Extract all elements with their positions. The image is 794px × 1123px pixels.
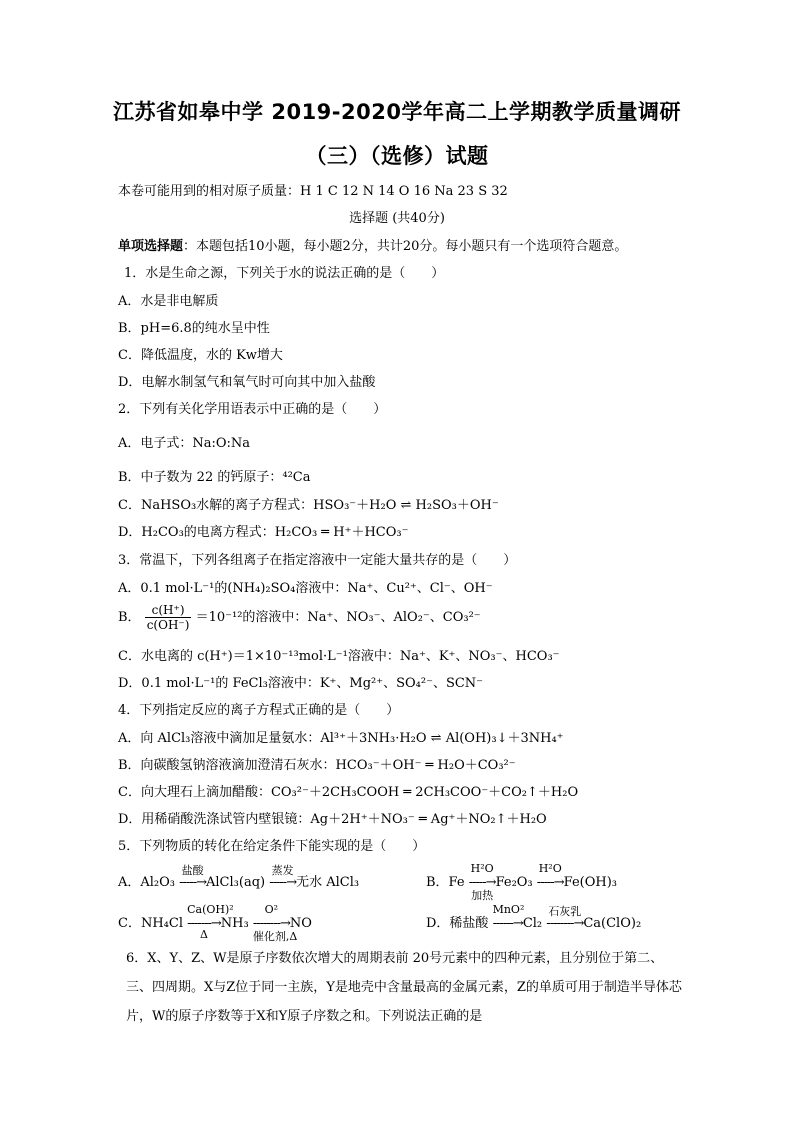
reaction-arrow: H²O -----→ — [536, 862, 564, 890]
q2-option-a — [118, 432, 250, 451]
q4-option-c: C．向大理石上滴加醋酸：CO₃²⁻＋2CH₃COOH ═ 2CH₃COO⁻＋CO₂↑＋H₂O — [118, 785, 579, 800]
q5-option-a — [118, 864, 360, 890]
arrow-condition: 石灰乳 — [548, 905, 582, 918]
atomic-mass-note: 本卷可能用到的相对原子质量：H 1 C 12 N 14 O 16 Na 23 S 32 — [118, 184, 508, 199]
q5-a-end: 无水 AlCl₃ — [296, 875, 360, 890]
q1-option-d: D．电解水制氢气和氧气时可向其中加入盐酸 — [118, 375, 376, 390]
arrow-condition-below: 加热 — [471, 889, 494, 902]
q5-d-middle: Cl₂ — [522, 916, 543, 931]
q5-option-c — [118, 903, 312, 943]
q2-a-prefix: A．电子式： — [118, 436, 193, 451]
arrow-condition: 盐酸 — [181, 864, 204, 877]
reaction-arrow: 蒸发 -----→ — [269, 864, 297, 890]
q4-option-b: B．向碳酸氢钠溶液滴加澄清石灰水：HCO₃⁻＋OH⁻ ═ H₂O＋CO₃²⁻ — [118, 758, 516, 773]
q1-option-b: B．pH=6.8的纯水呈中性 — [118, 321, 270, 336]
exam-title-line2: （三）（选修）试题 — [305, 144, 489, 168]
q5-b-end: Fe(OH)₃ — [563, 875, 618, 890]
q5-c-end: NO — [289, 916, 312, 931]
q2-option-c: C．NaHSO₃水解的离子方程式：HSO₃⁻＋H₂O ⇌ H₂SO₃＋OH⁻ — [118, 498, 499, 513]
arrow-condition: H²O — [470, 862, 494, 875]
arrow-condition: O² — [264, 903, 279, 916]
q5-c-start: C．NH₄Cl — [118, 916, 183, 931]
section-title: 选择题 (共40分) — [349, 211, 445, 226]
arrow-condition-below: Δ — [199, 928, 208, 941]
q5-d-end: Ca(ClO)₂ — [583, 916, 642, 931]
q5-a-middle: AlCl₃(aq) — [206, 875, 266, 890]
arrow-condition: Ca(OH)² — [187, 903, 234, 916]
fraction-denominator: c(OH⁻) — [146, 618, 190, 632]
q3-b-rest: ＝10⁻¹²的溶液中：Na⁺、NO₃⁻、AlO₂⁻、CO₃²⁻ — [195, 610, 481, 625]
reaction-arrow: H²O 加热 -----→ — [468, 862, 496, 902]
q5-a-start: A．Al₂O₃ — [118, 875, 176, 890]
ion-ratio-fraction — [145, 603, 192, 632]
q3-b-prefix: B． — [118, 610, 141, 625]
q1-stem: 1．水是生命之源，下列关于水的说法正确的是（ ） — [124, 266, 445, 281]
arrow-condition: 蒸发 — [271, 864, 294, 877]
q6-stem: 6．X、Y、Z、W是原子序数依次增大的周期表前 20号元素中的四种元素，且分别位于第二、三、四周期。X与Z位于同一主族，Y是地壳中含量最高的金属元素，Z的单质可用于制造半导体芯片，W的原子序数等于X和Y原子序数之和。下列说法正确的是 — [126, 951, 682, 1024]
q3-option-d: D．0.1 mol·L⁻¹的 FeCl₃溶液中：K⁺、Mg²⁺、SO₄²⁻、SCN⁻ — [118, 676, 484, 691]
q5-option-d — [426, 903, 642, 931]
q1-option-c: C．降低温度，水的 Kw增大 — [118, 348, 283, 363]
q3-stem: 3．常温下，下列各组离子在指定溶液中一定能大量共存的是（ ） — [118, 553, 517, 568]
section-label: 单项选择题 — [118, 239, 184, 254]
q1-option-a: A．水是非电解质 — [118, 294, 219, 309]
q5-stem: 5．下列物质的转化在给定条件下能实现的是（ ） — [118, 839, 426, 854]
q2-stem: 2．下列有关化学用语表示中正确的是（ ） — [118, 402, 387, 417]
q3-option-b — [118, 603, 481, 632]
arrow-condition-below: 催化剂,Δ — [252, 930, 298, 943]
q3-option-c: C．水电离的 c(H⁺)＝1×10⁻¹³mol·L⁻¹溶液中：Na⁺、K⁺、NO₃⁻、HCO₃⁻ — [118, 649, 560, 664]
fraction-numerator: c(H⁺) — [145, 603, 192, 618]
reaction-arrow: 石灰乳 --------→ — [546, 905, 584, 931]
section-instructions — [118, 235, 627, 254]
section-desc: ：本题包括10小题，每小题2分，共计20分。每小题只有一个选项符合题意。 — [183, 239, 628, 254]
exam-title-line1: 江苏省如皋中学 2019-2020学年高二上学期教学质量调研 — [113, 100, 681, 124]
q4-option-d: D．用稀硝酸洗涤试管内壁银镜：Ag＋2H⁺＋NO₃⁻ ═ Ag⁺＋NO₂↑＋H₂O — [118, 812, 547, 827]
q2-option-b: B．中子数为 22 的钙原子：⁴²Ca — [118, 470, 311, 485]
reaction-arrow: O² 催化剂,Δ --------→ — [252, 903, 298, 943]
q3-option-a: A．0.1 mol·L⁻¹的(NH₄)₂SO₄溶液中：Na⁺、Cu²⁺、Cl⁻、OH⁻ — [118, 581, 493, 596]
q4-option-a: A．向 AlCl₃溶液中滴加足量氨水：Al³⁺＋3NH₃·H₂O ⇌ Al(OH)₃↓＋3NH₄⁺ — [118, 731, 564, 746]
reaction-arrow: 盐酸 -----→ — [179, 864, 207, 890]
q4-stem: 4．下列指定反应的离子方程式正确的是（ ） — [118, 703, 400, 718]
q5-c-middle: NH₃ — [220, 916, 249, 931]
q5-b-middle: Fe₂O₃ — [495, 875, 533, 890]
q5-b-start: B．Fe — [426, 875, 465, 890]
arrow-condition: H²O — [538, 862, 562, 875]
electron-formula: Na:O:Na — [192, 436, 251, 451]
reaction-arrow: MnO² ------→ — [492, 903, 525, 931]
arrow-condition: MnO² — [492, 903, 525, 916]
q2-option-d: D．H₂CO₃的电离方程式：H₂CO₃ ═ H⁺＋HCO₃⁻ — [118, 525, 409, 540]
reaction-arrow: Ca(OH)² Δ -------→ — [187, 903, 234, 941]
q5-d-start: D．稀盐酸 — [426, 916, 489, 931]
q5-option-b — [426, 862, 618, 902]
